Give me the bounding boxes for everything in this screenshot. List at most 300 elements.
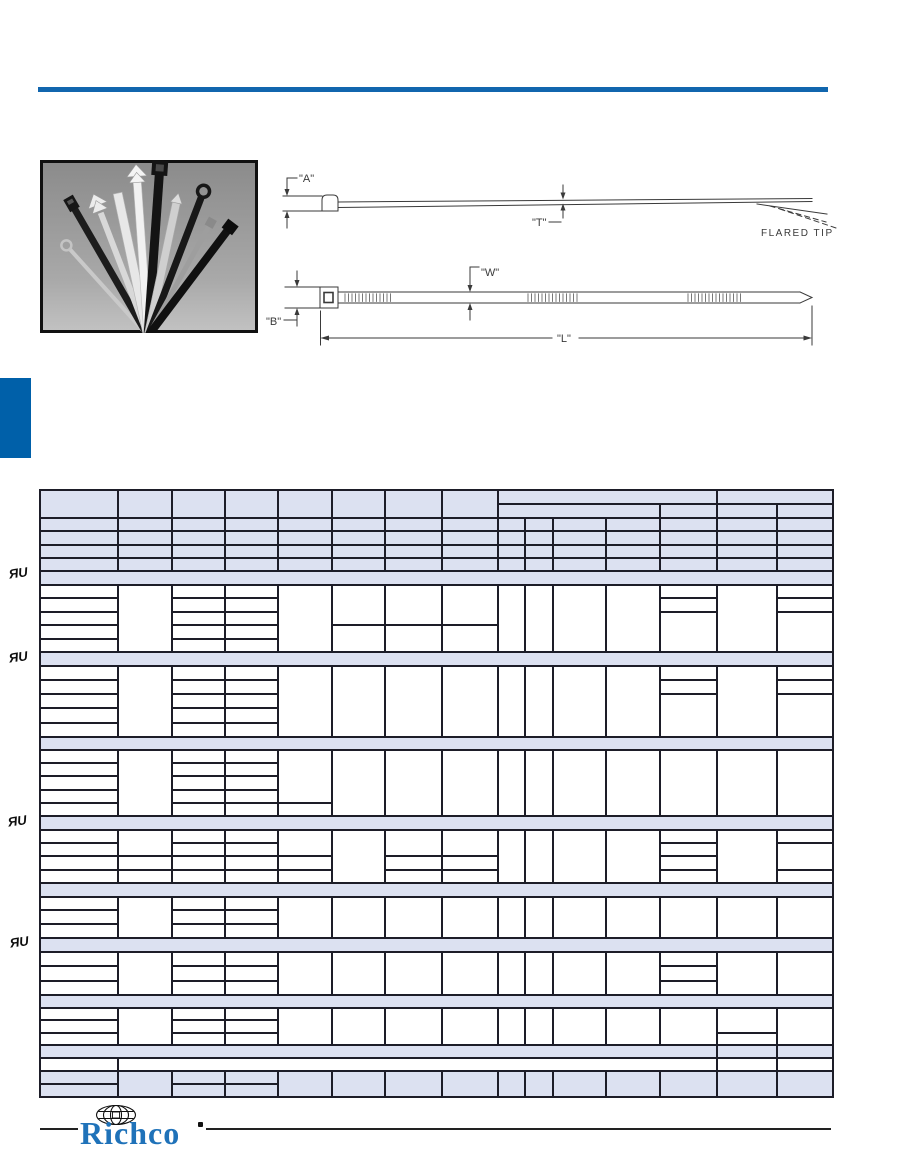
table-cell <box>660 750 717 816</box>
table-cell <box>442 952 498 996</box>
table-cell <box>225 518 278 532</box>
table-cell <box>332 750 385 816</box>
table-cell <box>553 545 606 558</box>
table-cell <box>40 518 118 532</box>
table-cell <box>118 897 172 939</box>
table-cell <box>40 545 118 558</box>
table-cell <box>40 723 118 737</box>
table-cell <box>332 897 385 939</box>
table-cell <box>118 1008 172 1045</box>
table-cell <box>118 531 172 545</box>
table-cell <box>606 1071 660 1097</box>
table-cell <box>40 750 118 763</box>
table-cell <box>40 763 118 776</box>
table-cell <box>40 625 118 639</box>
table-cell <box>40 531 118 545</box>
table-cell <box>172 897 225 911</box>
table-cell <box>40 490 118 518</box>
table-cell <box>172 966 225 981</box>
table-cell <box>40 790 118 803</box>
dim-w-label: "W" <box>481 267 500 279</box>
table-cell <box>442 531 498 545</box>
table-cell <box>553 1008 606 1045</box>
table-cell <box>225 612 278 626</box>
table-cell <box>225 1071 278 1084</box>
table-cell <box>498 952 525 996</box>
table-cell <box>172 1084 225 1097</box>
table-cell <box>385 856 442 869</box>
table-cell <box>278 545 332 558</box>
table-cell <box>777 843 833 870</box>
table-cell <box>525 750 553 816</box>
table-cell <box>172 625 225 639</box>
table-cell <box>717 1008 777 1033</box>
table-cell <box>498 558 525 572</box>
table-cell <box>40 571 833 585</box>
table-cell <box>172 870 225 883</box>
svg-text:ЯU: ЯU <box>8 564 29 582</box>
page-edge-tab <box>0 378 31 458</box>
table-cell <box>225 1033 278 1045</box>
table-cell <box>717 1045 777 1058</box>
table-cell <box>225 1084 278 1097</box>
table-cell <box>660 585 717 599</box>
table-cell <box>172 910 225 924</box>
table-cell <box>442 870 498 883</box>
table-cell <box>40 1008 118 1020</box>
table-cell <box>442 1071 498 1097</box>
table-cell <box>525 952 553 996</box>
table-cell <box>498 518 525 532</box>
table-cell <box>660 518 717 532</box>
table-cell <box>553 952 606 996</box>
table-cell <box>606 897 660 939</box>
table-cell <box>278 803 332 816</box>
table-cell <box>172 763 225 776</box>
table-cell <box>385 666 442 738</box>
table-cell <box>172 531 225 545</box>
table-cell <box>777 750 833 816</box>
table-cell <box>118 870 172 883</box>
table-cell <box>498 750 525 816</box>
table-cell <box>225 694 278 708</box>
table-cell <box>278 1071 332 1097</box>
table-cell <box>278 952 332 996</box>
table-cell <box>40 924 118 938</box>
table-cell <box>777 870 833 883</box>
table-cell <box>332 830 385 884</box>
table-cell <box>225 1008 278 1020</box>
table-cell <box>717 518 777 532</box>
table-cell <box>498 545 525 558</box>
table-cell <box>278 1008 332 1045</box>
table-cell <box>225 585 278 599</box>
table-cell <box>385 897 442 939</box>
table-cell <box>498 585 525 653</box>
table-cell <box>525 1071 553 1097</box>
table-cell <box>40 1020 118 1032</box>
table-cell <box>118 856 172 869</box>
table-cell <box>172 750 225 763</box>
table-cell <box>717 545 777 558</box>
table-cell <box>553 558 606 572</box>
table-cell <box>498 1008 525 1045</box>
table-cell <box>606 666 660 738</box>
table-cell <box>385 952 442 996</box>
table-cell <box>525 897 553 939</box>
table-cell <box>498 897 525 939</box>
table-cell <box>606 585 660 653</box>
table-cell <box>225 952 278 967</box>
table-cell <box>777 1058 833 1071</box>
table-cell <box>660 952 717 967</box>
ul-recognized-icon <box>8 648 34 668</box>
table-cell <box>525 830 553 884</box>
table-cell <box>660 843 717 856</box>
table-cell <box>172 680 225 694</box>
table-cell <box>172 952 225 967</box>
table-cell <box>525 545 553 558</box>
table-cell <box>660 1071 717 1097</box>
table-cell <box>385 585 442 626</box>
footer-rule-left <box>40 1128 78 1130</box>
table-cell <box>660 966 717 981</box>
table-cell <box>118 830 172 857</box>
flared-tip-label: FLARED TIP <box>761 228 834 239</box>
table-cell <box>172 924 225 938</box>
table-cell <box>40 952 118 967</box>
table-cell <box>442 490 498 518</box>
table-cell <box>660 870 717 883</box>
table-cell <box>385 625 442 652</box>
table-cell <box>40 856 118 869</box>
table-cell <box>225 680 278 694</box>
table-cell <box>553 897 606 939</box>
ul-recognized-icon <box>9 933 35 953</box>
table-cell <box>525 666 553 738</box>
table-cell <box>606 518 660 532</box>
table-cell <box>225 558 278 572</box>
table-cell <box>225 981 278 996</box>
table-cell <box>332 952 385 996</box>
table-cell <box>172 1071 225 1084</box>
table-cell <box>442 856 498 869</box>
table-cell <box>172 598 225 612</box>
dim-b-label: "B" <box>266 316 282 328</box>
table-cell <box>40 803 118 816</box>
table-cell <box>172 666 225 680</box>
table-cell <box>332 1008 385 1045</box>
table-cell <box>660 694 717 737</box>
table-cell <box>660 1008 717 1045</box>
table-cell <box>118 490 172 518</box>
table-cell <box>606 952 660 996</box>
table-cell <box>118 1071 172 1097</box>
table-cell <box>660 830 717 843</box>
table-cell <box>332 625 385 652</box>
table-cell <box>278 856 332 869</box>
table-cell <box>225 790 278 803</box>
table-cell <box>278 531 332 545</box>
table-cell <box>225 750 278 763</box>
table-cell <box>332 545 385 558</box>
table-cell <box>332 558 385 572</box>
table-cell <box>777 531 833 545</box>
table-cell <box>225 666 278 680</box>
table-cell <box>225 870 278 883</box>
table-cell <box>332 518 385 532</box>
table-cell <box>525 1008 553 1045</box>
table-cell <box>442 625 498 652</box>
footer-rule-right <box>206 1128 831 1130</box>
table-cell <box>332 490 385 518</box>
table-cell <box>553 531 606 545</box>
table-cell <box>717 490 833 504</box>
table-cell <box>118 518 172 532</box>
table-cell <box>717 750 777 816</box>
table-cell <box>172 803 225 816</box>
table-cell <box>777 830 833 843</box>
table-cell <box>442 897 498 939</box>
table-cell <box>385 558 442 572</box>
table-cell <box>172 585 225 599</box>
table-cell <box>40 1071 118 1084</box>
table-cell <box>40 585 118 599</box>
table-cell <box>225 910 278 924</box>
table-cell <box>606 558 660 572</box>
dim-t-label: "T" <box>532 217 547 229</box>
table-cell <box>172 856 225 869</box>
table-cell <box>40 843 118 856</box>
table-cell <box>385 531 442 545</box>
table-cell <box>606 1008 660 1045</box>
table-cell <box>660 558 717 572</box>
table-cell <box>385 490 442 518</box>
table-cell <box>717 585 777 653</box>
table-cell <box>332 531 385 545</box>
table-cell <box>172 776 225 789</box>
table-cell <box>225 776 278 789</box>
table-cell <box>225 843 278 856</box>
table-cell <box>553 830 606 884</box>
table-cell <box>498 504 660 518</box>
ul-recognized-icon <box>7 812 33 832</box>
table-cell <box>777 545 833 558</box>
table-cell <box>225 856 278 869</box>
table-cell <box>660 680 717 694</box>
table-cell <box>40 776 118 789</box>
table-cell <box>498 830 525 884</box>
table-cell <box>118 545 172 558</box>
table-cell <box>225 531 278 545</box>
table-cell <box>172 1033 225 1045</box>
table-cell <box>525 558 553 572</box>
table-cell <box>225 1020 278 1032</box>
table-cell <box>553 518 606 532</box>
table-cell <box>777 1008 833 1045</box>
table-cell <box>40 598 118 612</box>
table-cell <box>385 545 442 558</box>
table-cell <box>553 666 606 738</box>
table-cell <box>606 545 660 558</box>
table-cell <box>225 598 278 612</box>
table-cell <box>40 612 118 626</box>
table-cell <box>717 531 777 545</box>
table-cell <box>498 666 525 738</box>
table-cell <box>660 598 717 612</box>
table-cell <box>172 639 225 653</box>
table-cell <box>40 981 118 996</box>
table-cell <box>40 816 833 830</box>
table-cell <box>278 750 332 803</box>
table-cell <box>40 966 118 981</box>
table-cell <box>225 897 278 911</box>
table-cell <box>40 870 118 883</box>
table-cell <box>777 1045 833 1058</box>
table-cell <box>777 666 833 680</box>
table-cell <box>40 652 833 666</box>
table-cell <box>172 490 225 518</box>
table-cell <box>717 1033 777 1045</box>
table-cell <box>278 897 332 939</box>
table-cell <box>40 910 118 924</box>
table-cell <box>225 763 278 776</box>
table-cell <box>385 750 442 816</box>
table-cell <box>40 883 833 897</box>
table-cell <box>442 666 498 738</box>
registered-mark-dot <box>198 1122 203 1127</box>
table-cell <box>118 952 172 996</box>
top-view-diagram <box>284 267 812 345</box>
table-cell <box>385 830 442 857</box>
table-cell <box>172 694 225 708</box>
table-cell <box>777 1071 833 1097</box>
table-cell <box>606 830 660 884</box>
table-cell <box>442 1008 498 1045</box>
table-cell <box>40 897 118 911</box>
table-cell <box>525 518 553 532</box>
table-cell <box>40 558 118 572</box>
svg-text:ЯU: ЯU <box>7 812 28 830</box>
table-cell <box>442 750 498 816</box>
table-cell <box>172 830 225 843</box>
table-cell <box>777 680 833 694</box>
table-cell <box>777 612 833 653</box>
table-cell <box>172 790 225 803</box>
table-cell <box>660 504 717 518</box>
table-cell <box>225 924 278 938</box>
dimension-diagrams <box>265 158 845 355</box>
table-cell <box>777 598 833 612</box>
table-cell <box>225 708 278 722</box>
table-cell <box>225 803 278 816</box>
table-cell <box>660 897 717 939</box>
table-cell <box>118 558 172 572</box>
table-cell <box>40 1058 118 1071</box>
table-cell <box>40 995 833 1008</box>
table-cell <box>118 666 172 738</box>
table-cell <box>172 708 225 722</box>
table-cell <box>40 1033 118 1045</box>
table-cell <box>40 680 118 694</box>
table-cell <box>553 750 606 816</box>
svg-text:ЯU: ЯU <box>8 648 29 666</box>
table-cell <box>385 1008 442 1045</box>
table-cell <box>225 639 278 653</box>
table-cell <box>777 558 833 572</box>
table-cell <box>40 830 118 843</box>
table-cell <box>118 1058 717 1071</box>
table-cell <box>40 708 118 722</box>
table-cell <box>172 545 225 558</box>
table-cell <box>606 750 660 816</box>
table-cell <box>553 585 606 653</box>
table-cell <box>660 612 717 653</box>
table-cell <box>332 1071 385 1097</box>
table-cell <box>442 558 498 572</box>
table-cell <box>777 504 833 518</box>
table-cell <box>717 666 777 738</box>
dim-a-label: "A" <box>299 173 315 185</box>
table-cell <box>660 856 717 869</box>
table-cell <box>172 518 225 532</box>
table-cell <box>278 585 332 653</box>
table-cell <box>498 531 525 545</box>
table-cell <box>525 585 553 653</box>
table-cell <box>442 830 498 857</box>
brand-logo: Richco <box>80 1115 181 1151</box>
table-cell <box>717 504 777 518</box>
table-cell <box>40 938 833 952</box>
table-cell <box>40 1045 717 1058</box>
table-cell <box>717 1058 777 1071</box>
top-blue-rule <box>38 87 828 92</box>
table-cell <box>777 897 833 939</box>
table-cell <box>606 531 660 545</box>
table-cell <box>225 545 278 558</box>
table-cell <box>225 723 278 737</box>
table-cell <box>172 612 225 626</box>
table-cell <box>385 1071 442 1097</box>
table-cell <box>40 666 118 680</box>
table-cell <box>498 490 717 504</box>
table-cell <box>525 531 553 545</box>
table-cell <box>442 518 498 532</box>
table-cell <box>278 830 332 857</box>
table-cell <box>717 830 777 884</box>
table-cell <box>660 981 717 996</box>
table-cell <box>278 870 332 883</box>
table-cell <box>278 666 332 738</box>
table-cell <box>660 531 717 545</box>
table-cell <box>40 1084 118 1097</box>
table-cell <box>278 558 332 572</box>
table-cell <box>278 518 332 532</box>
table-cell <box>717 558 777 572</box>
table-cell <box>777 585 833 599</box>
table-cell <box>717 1071 777 1097</box>
table-cell <box>118 750 172 816</box>
table-cell <box>172 981 225 996</box>
table-cell <box>332 585 385 626</box>
table-cell <box>40 694 118 708</box>
table-cell <box>172 843 225 856</box>
table-cell <box>777 518 833 532</box>
table-cell <box>225 490 278 518</box>
table-cell <box>40 639 118 653</box>
table-cell <box>442 545 498 558</box>
table-cell <box>553 1071 606 1097</box>
